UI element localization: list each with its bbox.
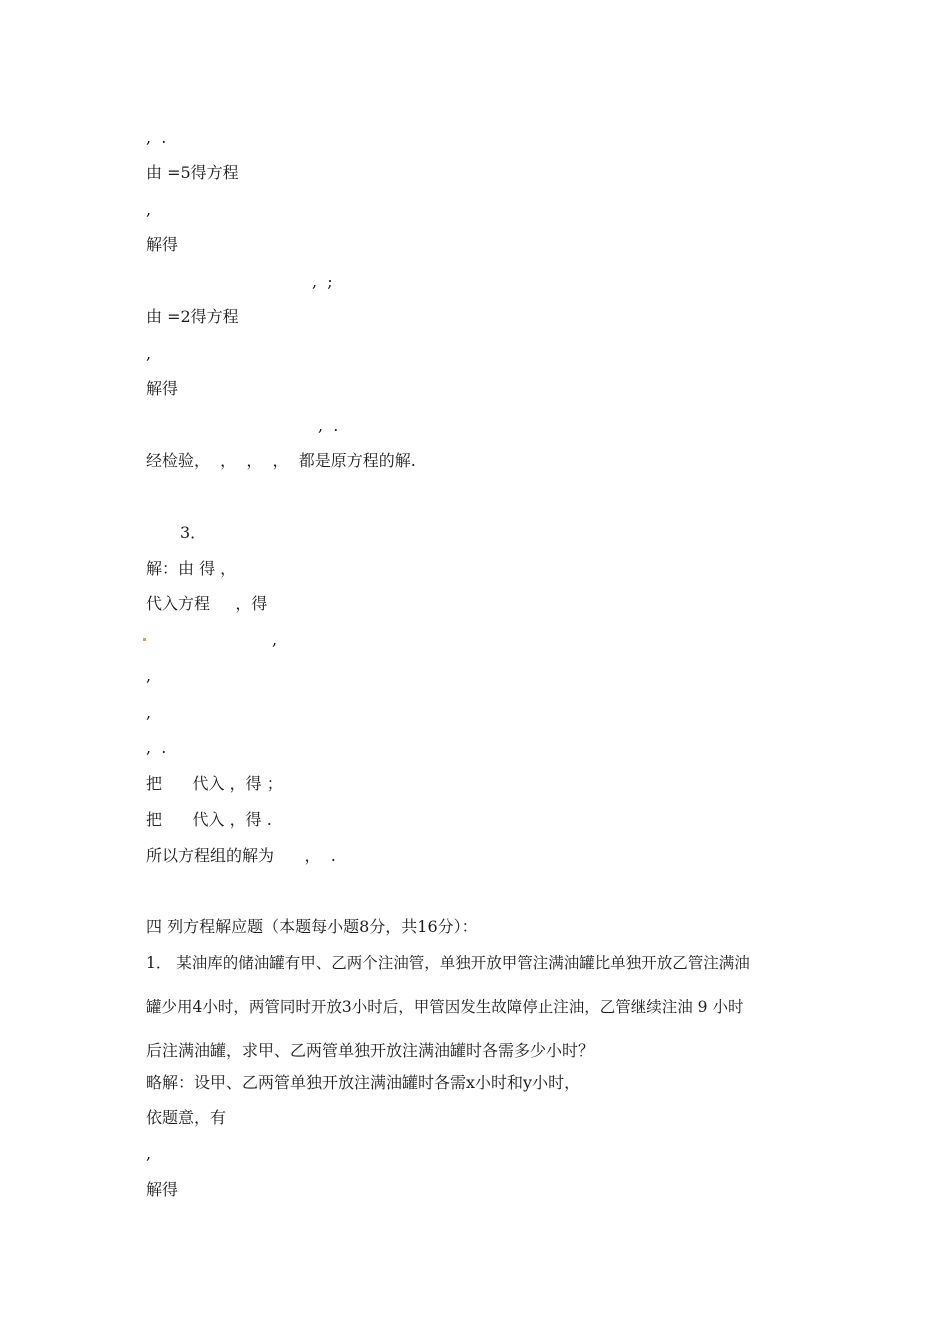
text-line: , ; [312, 272, 333, 291]
text-line: , [146, 666, 152, 685]
text-line: 解得 [146, 1180, 179, 1199]
problem-number: 3． [180, 523, 207, 542]
text-line: , . [318, 416, 339, 435]
text-line: 由 =2得方程 [146, 307, 239, 326]
text-line: 由 =5得方程 [146, 163, 239, 182]
text-line: 1． 某油库的储油罐有甲、乙两个注油管，单独开放甲管注满油罐比单独开放乙管注满油 [146, 954, 750, 972]
text-line: , [146, 1144, 152, 1163]
text-line: , . [146, 738, 167, 757]
text-line: , [272, 630, 278, 649]
stray-mark [143, 638, 146, 641]
text-line: , [146, 344, 152, 363]
text-line: , [146, 200, 152, 219]
text-line: 依题意，有 [146, 1108, 227, 1127]
text-line: 经检验， ， ， ， 都是原方程的解. [146, 451, 416, 470]
text-line: 解得 [146, 235, 179, 254]
text-line: 把 代入 ，得 . [146, 810, 272, 829]
text-line: 所以方程组的解为 ， . [146, 846, 336, 865]
text-line: 解：由 得 ， [146, 559, 237, 578]
text-line: 解得 [146, 379, 179, 398]
section-heading: 四 列方程解应题（本题每小题8分，共16分）： [146, 917, 478, 936]
text-line: 略解：设甲、乙两管单独开放注满油罐时各需x小时和y小时， [146, 1073, 581, 1092]
text-line: 罐少用4小时，两管同时开放3小时后，甲管因发生故障停止注油，乙管继续注油 9 小时 [146, 998, 744, 1016]
text-line: 代入方程 ，得 [146, 594, 268, 613]
text-line: , . [146, 128, 167, 147]
text-line: 把 代入 ，得 ； [146, 774, 283, 793]
text-line: 后注满油罐，求甲、乙两管单独开放注满油罐时各需多少小时？ [146, 1041, 595, 1060]
text-line: , [146, 703, 152, 722]
